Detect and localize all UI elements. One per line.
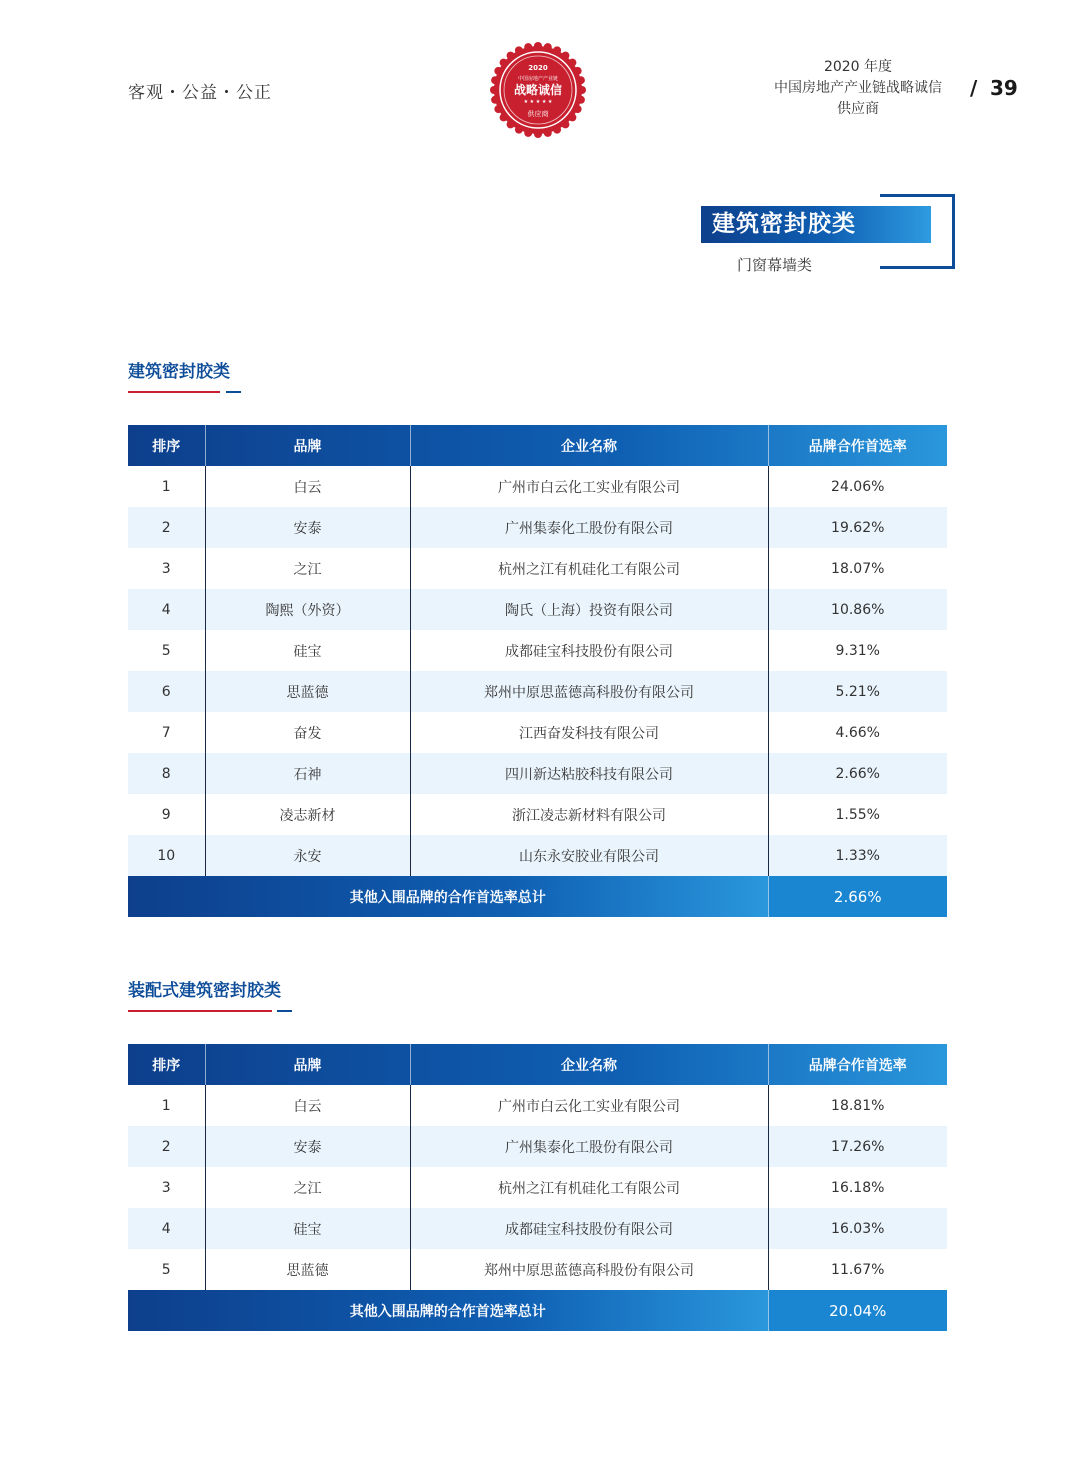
section1-title: 建筑密封胶类 [128, 362, 230, 382]
cell-rate: 5.21% [768, 671, 947, 712]
table-row [128, 548, 947, 589]
cell-brand: 奋发 [205, 712, 410, 753]
table-row [128, 835, 947, 876]
cell-company: 成都硅宝科技股份有限公司 [410, 1208, 768, 1249]
cell-company: 杭州之江有机硅化工有限公司 [410, 548, 768, 589]
cell-rate: 18.81% [768, 1085, 947, 1126]
seal-small-text: 中国房地产产业链 [517, 76, 559, 82]
cell-brand: 永安 [205, 835, 410, 876]
cell-company: 浙江凌志新材料有限公司 [410, 794, 768, 835]
table-row [128, 466, 947, 507]
cell-company: 广州集泰化工股份有限公司 [410, 1126, 768, 1167]
cell-rate: 2.66% [768, 753, 947, 794]
total-value: 20.04% [768, 1290, 947, 1331]
column-header-rank: 排序 [152, 1057, 181, 1074]
column-header-brand: 品牌 [205, 1044, 410, 1085]
column-header-rank: 排序 [152, 438, 181, 455]
section2-table [128, 1044, 947, 1331]
cell-rank: 3 [161, 560, 171, 577]
cell-company: 杭州之江有机硅化工有限公司 [410, 1167, 768, 1208]
section1-title-dash [226, 391, 241, 393]
total-label: 其他入围品牌的合作首选率总计 [128, 876, 768, 917]
table-header-row [128, 425, 947, 466]
table-row [128, 794, 947, 835]
page-number: 39 [990, 76, 1018, 100]
column-header-company: 企业名称 [410, 425, 768, 466]
seal-year: 2020 [528, 64, 548, 72]
section2-title-underline [128, 1010, 272, 1012]
cell-rate: 9.31% [768, 630, 947, 671]
table-row [128, 753, 947, 794]
column-header-rate: 品牌合作首选率 [768, 1044, 947, 1085]
cell-brand: 硅宝 [205, 1208, 410, 1249]
table-row [128, 1208, 947, 1249]
cell-brand: 陶熙（外资） [205, 589, 410, 630]
header-title [760, 57, 956, 120]
cell-rank: 4 [128, 1208, 205, 1249]
cell-company: 成都硅宝科技股份有限公司 [410, 630, 768, 671]
cell-brand: 硅宝 [205, 630, 410, 671]
cell-rank: 9 [161, 806, 171, 823]
table-row [128, 507, 947, 548]
cell-rate: 1.33% [768, 835, 947, 876]
header-title-line1: 2020 年度 [823, 59, 893, 75]
table-total-row [128, 876, 947, 917]
cell-rank: 7 [161, 724, 171, 741]
cell-brand: 安泰 [205, 507, 410, 548]
cell-rank: 6 [128, 671, 205, 712]
cell-rate: 10.86% [768, 589, 947, 630]
cell-rank: 1 [161, 1097, 171, 1114]
cell-company: 郑州中原思蓝德高科股份有限公司 [410, 671, 768, 712]
table-total-row [128, 1290, 947, 1331]
cell-rate: 18.07% [768, 548, 947, 589]
seal-logo [490, 42, 586, 138]
cell-brand: 凌志新材 [205, 794, 410, 835]
svg-text:★ ★ ★ ★ ★: ★ ★ ★ ★ ★ [523, 99, 553, 105]
page-slash: / [970, 76, 978, 100]
section1-table [128, 425, 947, 917]
section1-title-underline [128, 391, 220, 393]
cell-rate: 4.66% [768, 712, 947, 753]
cell-rank: 2 [128, 507, 205, 548]
cell-company: 江西奋发科技有限公司 [410, 712, 768, 753]
cell-rate: 16.03% [768, 1208, 947, 1249]
cell-rate: 17.26% [768, 1126, 947, 1167]
cell-rate: 11.67% [768, 1249, 947, 1290]
table-row [128, 1249, 947, 1290]
cell-rank: 8 [128, 753, 205, 794]
cell-rank: 5 [161, 642, 171, 659]
cell-company: 陶氏（上海）投资有限公司 [410, 589, 768, 630]
cell-rank: 3 [161, 1179, 171, 1196]
table-row [128, 671, 947, 712]
cell-rate: 1.55% [768, 794, 947, 835]
cell-brand: 石神 [205, 753, 410, 794]
column-header-brand: 品牌 [205, 425, 410, 466]
total-label: 其他入围品牌的合作首选率总计 [128, 1290, 768, 1331]
cell-company: 郑州中原思蓝德高科股份有限公司 [410, 1249, 768, 1290]
table-row [128, 1126, 947, 1167]
cell-brand: 之江 [205, 1167, 410, 1208]
header-title-line3: 供应商 [837, 101, 879, 117]
cell-company: 广州市白云化工实业有限公司 [410, 1085, 768, 1126]
cell-company: 广州集泰化工股份有限公司 [410, 507, 768, 548]
total-value: 2.66% [768, 876, 947, 917]
cell-brand: 白云 [205, 1085, 410, 1126]
cell-rank: 5 [161, 1261, 171, 1278]
table-header-row [128, 1044, 947, 1085]
section2-title: 装配式建筑密封胶类 [128, 981, 281, 1001]
cell-rank: 4 [128, 589, 205, 630]
cell-rank: 1 [161, 478, 171, 495]
header-motto: 客观・公益・公正 [128, 83, 272, 103]
category-title: 建筑密封胶类 [701, 206, 931, 243]
cell-brand: 思蓝德 [205, 1249, 410, 1290]
cell-rank: 2 [128, 1126, 205, 1167]
seal-bottom-text: 供应商 [527, 110, 549, 118]
cell-company: 四川新达粘胶科技有限公司 [410, 753, 768, 794]
cell-rank: 10 [128, 835, 205, 876]
table-row [128, 1085, 947, 1126]
section2-title-dash [277, 1010, 292, 1012]
table-row [128, 589, 947, 630]
cell-rate: 24.06% [768, 466, 947, 507]
category-subtitle: 门窗幕墙类 [737, 256, 813, 274]
cell-rate: 19.62% [768, 507, 947, 548]
table-row [128, 712, 947, 753]
cell-company: 山东永安胶业有限公司 [410, 835, 768, 876]
cell-brand: 白云 [205, 466, 410, 507]
cell-rate: 16.18% [768, 1167, 947, 1208]
cell-brand: 之江 [205, 548, 410, 589]
table-row [128, 630, 947, 671]
column-header-company: 企业名称 [410, 1044, 768, 1085]
table-row [128, 1167, 947, 1208]
cell-brand: 安泰 [205, 1126, 410, 1167]
header-title-line2: 中国房地产产业链战略诚信 [774, 80, 942, 96]
cell-brand: 思蓝德 [205, 671, 410, 712]
seal-main-text: 战略诚信 [513, 83, 563, 97]
cell-company: 广州市白云化工实业有限公司 [410, 466, 768, 507]
column-header-rate: 品牌合作首选率 [768, 425, 947, 466]
